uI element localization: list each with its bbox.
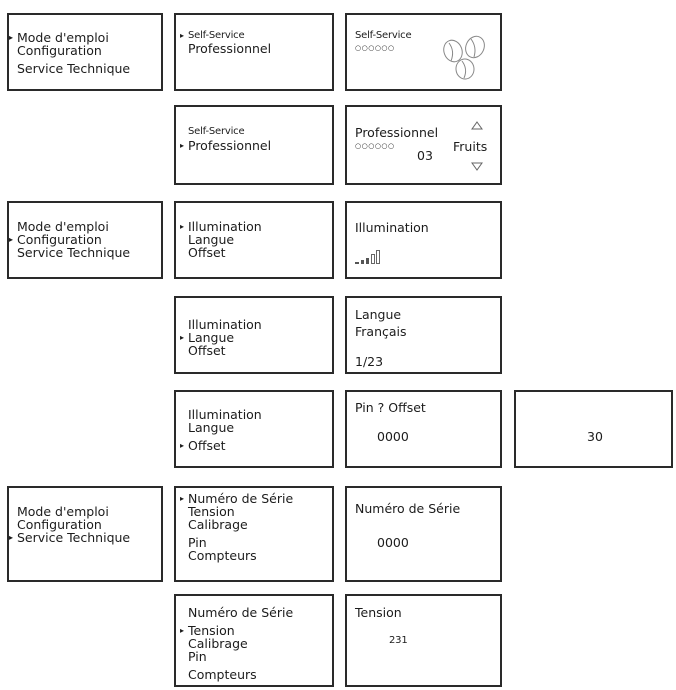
down-arrow-icon[interactable]: [471, 161, 483, 171]
menu-item-illumination[interactable]: Illumination: [188, 317, 262, 332]
serial-screen: [345, 486, 502, 582]
language-page: 1/23: [355, 354, 384, 369]
menu-item-mode[interactable]: Mode d'emploi: [17, 219, 109, 234]
main-menu-screen-mode: [7, 13, 163, 91]
menu-item-mode[interactable]: Mode d'emploi: [17, 504, 109, 519]
menu-item-pin[interactable]: Pin: [188, 535, 207, 550]
main-menu-screen-config: [7, 201, 163, 279]
menu-item-self-service-selected[interactable]: ▸ Self-Service: [188, 29, 244, 42]
menu-item-langue[interactable]: Langue: [188, 232, 235, 247]
menu-item-serial-selected[interactable]: ▸ Numéro de Série: [188, 492, 293, 505]
professional-title: Professionnel: [355, 125, 439, 140]
menu-item-illumination-selected[interactable]: ▸ Illumination: [188, 220, 262, 233]
illumination-title: Illumination: [355, 220, 429, 235]
menu-item-offset-selected[interactable]: ▸ Offset: [188, 439, 226, 452]
menu-item-langue-selected[interactable]: ▸ Langue: [188, 331, 234, 344]
offset-title: Pin ? Offset: [355, 400, 426, 415]
menu-item-configuration[interactable]: Configuration: [17, 517, 102, 532]
service-menu-screen-tension: [174, 594, 334, 687]
language-title: Langue: [355, 307, 402, 322]
config-menu-screen-offset: [174, 390, 334, 468]
menu-item-langue[interactable]: Langue: [188, 420, 235, 435]
mode-menu-screen-self: [174, 13, 334, 91]
brightness-bars-icon: [355, 249, 389, 265]
professional-screen: [345, 105, 502, 185]
menu-item-serial[interactable]: Numéro de Série: [188, 605, 294, 620]
serial-title: Numéro de Série: [355, 501, 461, 516]
menu-item-configuration[interactable]: Configuration: [17, 43, 102, 58]
menu-item-professionnel[interactable]: Professionnel: [188, 41, 272, 56]
menu-item-compteurs[interactable]: Compteurs: [188, 667, 257, 682]
option-fruits[interactable]: Fruits: [453, 139, 488, 154]
config-menu-screen-langue: [174, 296, 334, 374]
menu-item-mode-selected[interactable]: ▸ Mode d'emploi: [17, 31, 109, 44]
menu-item-compteurs[interactable]: Compteurs: [188, 548, 257, 563]
strength-dots: ○○○○○○: [355, 142, 395, 150]
service-menu-screen-serial: [174, 486, 334, 582]
menu-item-service[interactable]: Service Technique: [17, 61, 131, 76]
up-arrow-icon[interactable]: [471, 121, 483, 131]
offset-result-screen: [514, 390, 673, 468]
menu-item-tension-selected[interactable]: ▸ Tension: [188, 624, 235, 637]
pin-value[interactable]: 0000: [377, 429, 409, 444]
menu-item-tension[interactable]: Tension: [188, 504, 235, 519]
offset-pin-screen: [345, 390, 502, 468]
menu-item-offset[interactable]: Offset: [188, 245, 226, 260]
strength-dots: ○○○○○○: [355, 44, 395, 52]
self-service-screen: [345, 13, 502, 91]
menu-item-offset[interactable]: Offset: [188, 343, 226, 358]
menu-item-calibrage[interactable]: Calibrage: [188, 636, 248, 651]
offset-value: 30: [587, 429, 603, 444]
tension-value: 231: [389, 635, 408, 646]
menu-item-professionnel-selected[interactable]: ▸ Professionnel: [188, 139, 271, 152]
menu-item-self-service[interactable]: Self-Service: [188, 126, 245, 137]
menu-item-configuration-selected[interactable]: ▸ Configuration: [17, 233, 102, 246]
menu-item-service[interactable]: Service Technique: [17, 245, 131, 260]
menu-item-calibrage[interactable]: Calibrage: [188, 517, 248, 532]
language-value: Français: [355, 324, 407, 339]
serial-value: 0000: [377, 535, 409, 550]
illumination-screen: [345, 201, 502, 279]
tension-title: Tension: [355, 605, 402, 620]
mode-menu-screen-pro: [174, 105, 334, 185]
coffee-beans-icon: [437, 33, 497, 83]
menu-item-illumination[interactable]: Illumination: [188, 407, 262, 422]
quantity-value: 03: [417, 148, 433, 163]
menu-item-pin[interactable]: Pin: [188, 649, 207, 664]
self-service-title: Self-Service: [355, 30, 412, 41]
config-menu-screen-illumination: [174, 201, 334, 279]
menu-item-service-selected[interactable]: ▸ Service Technique: [17, 531, 130, 544]
main-menu-screen-service: [7, 486, 163, 582]
tension-screen: [345, 594, 502, 687]
language-screen: [345, 296, 502, 374]
